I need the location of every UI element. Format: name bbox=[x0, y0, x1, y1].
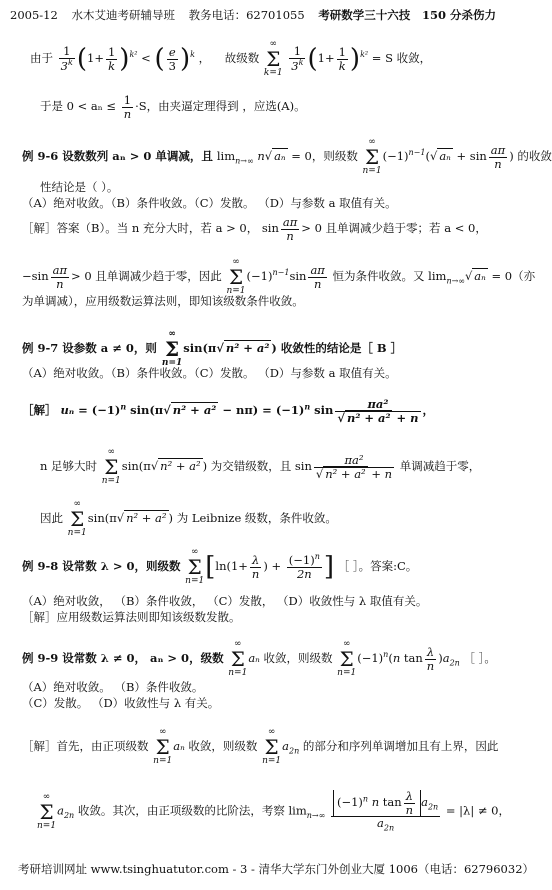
example-9-6-line2: 性结论是（ ）。 bbox=[40, 180, 119, 194]
header-org: 水木艾迪考研辅导班 bbox=[71, 8, 175, 22]
text: 为交错级数，且 bbox=[210, 459, 292, 473]
example-9-7-options: （A）绝对收敛。（B）条件收敛。（C）发散。 （D）与参数 a 取值有关。 bbox=[22, 366, 397, 380]
text: ， bbox=[198, 51, 211, 65]
example-9-6-solution-1: ［解］答案（B）。当 n 充分大时，若 a > 0， sin $\frac{a\pi}{n}$ > 0 且单调减少趋于零；若 a < 0， bbox=[22, 215, 487, 243]
example-9-6-header: 例 9-6 设数数列 aₙ > 0 单调减，且 $\lim_{n\to\infty} n√$ aₙ = 0，则级数 ∞ Σ $n=1(-1)^{n-1}(√$ aₙ + sin $\frac{a\pi}{n}$ ) 的收敛 bbox=[22, 137, 552, 176]
text: ·S，由夹逼定理得到 ，应选(A)。 bbox=[135, 99, 306, 114]
text: 故级数 bbox=[224, 51, 260, 65]
example-9-6-options: （A）绝对收敛。（B）条件收敛。（C）发散。 （D）与参数 a 取值有关。 bbox=[22, 196, 397, 210]
text: = S 收敛， bbox=[371, 51, 432, 65]
example-9-9-solution-1: ［解］首先，由正项级数 ∞ Σ n=1aₙ 收敛，则级数 ∞ Σ $n=1a_{2n}$ 的部分和序列单调增加且有上界，因此 bbox=[22, 727, 499, 766]
text: = 0，则级数 bbox=[291, 149, 358, 163]
text: 收敛性的结论是［ B ］ bbox=[280, 341, 403, 355]
text: > 0 且单调减少趋于零，因此 bbox=[71, 269, 222, 283]
header-term: 2005-12 bbox=[10, 8, 58, 22]
example-9-7-solution-1: ［解］ $u_n = (-1)^n$ sin(π√ $n^2 + a^2 - n\pi) = (-1)^n$ sin $\frac{\text{πa²}}{\text{√ n² + a² + n}}$ ， bbox=[22, 397, 435, 425]
example-9-6-solution-2: −sin $\frac{a\pi}{n}$ > 0 且单调减少趋于零，因此 ∞ Σ $n=1(-1)^{n-1}\sin$ $\frac{a\pi}{n}$ 恒为条件收敛。又 $\lim_{n\to\infty}√$ aₙ = 0（亦 bbox=[22, 257, 536, 296]
example-9-8-options: （A）绝对收敛， （B）条件收敛， （C）发散， （D）收敛性与 λ 取值有关。 bbox=[22, 594, 428, 608]
text: n 足够大时 bbox=[40, 459, 98, 473]
line-conclusion: 于是 0 < aₙ ≤ $\frac{1}{n}$ ·S，由夹逼定理得到 ，应选(A)。 bbox=[40, 93, 306, 121]
example-9-6-solution-3: 为单调减），应用级数运算法则，即知该级数条件收敛。 bbox=[22, 294, 304, 308]
text: ［ ］。答案:C。 bbox=[337, 559, 418, 573]
header-phone: 教务电话：62701055 bbox=[188, 8, 305, 22]
example-9-9-header: 例 9-9 设常数 λ ≠ 0， aₙ > 0，级数 ∞ Σ n=1aₙ 收敛，则级数 ∞ Σ $n=1(-1)^n(n$ tan $\frac{\lambda}{n}$ )$a_{2n}$ ［ ］。 bbox=[22, 639, 496, 678]
text: 因此 bbox=[40, 511, 63, 525]
text: 单调减趋于零， bbox=[399, 459, 481, 473]
text: 例 9-6 设数数列 aₙ > 0 单调减，且 bbox=[22, 149, 217, 163]
text: 恒为条件收敛。又 bbox=[332, 269, 425, 283]
text: ［解］答案（B）。当 n 充分大时，若 a > 0， bbox=[22, 221, 259, 236]
example-9-8-solution: ［解］应用级数运算法则即知该级数发散。 bbox=[22, 610, 241, 624]
text: ［ ］。 bbox=[463, 651, 496, 665]
text: > 0 且单调减少趋于零；若 a < 0， bbox=[301, 221, 487, 236]
example-9-9-options-1: （A）绝对收敛。 （B）条件收敛。 bbox=[22, 680, 204, 694]
text: 的收敛 bbox=[517, 149, 552, 163]
text: 例 9-9 设常数 λ ≠ 0， aₙ > 0，级数 bbox=[22, 651, 224, 665]
text: 收敛，则级数 bbox=[188, 739, 258, 753]
text: 于是 0 < aₙ ≤ bbox=[40, 99, 120, 114]
page-header bbox=[10, 8, 496, 22]
text: = 0（亦 bbox=[491, 269, 536, 283]
text: 的部分和序列单调增加且有上界，因此 bbox=[302, 739, 499, 753]
text: 由于 bbox=[30, 51, 53, 65]
text: = |λ| ≠ 0， bbox=[445, 803, 510, 818]
text: ［解］ bbox=[22, 403, 57, 418]
text: 为 Leibnize 级数，条件收敛。 bbox=[176, 511, 337, 525]
example-9-9-options-2: （C）发散。 （D）收敛性与 λ 有关。 bbox=[22, 696, 220, 710]
example-9-8-header: 例 9-8 设常数 λ > 0，则级数 ∞ Σ n=1[ln(1+ $\frac{\lambda}{n}$ ) + $\frac{(-1)^n}{2n}$ ] ［ ］。答案:C。 bbox=[22, 547, 418, 586]
text: 收敛，则级数 bbox=[263, 651, 333, 665]
header-title: 考研数学三十六技 bbox=[318, 8, 411, 22]
header-subtitle: 150 分杀伤力 bbox=[421, 8, 496, 22]
text: 例 9-8 设常数 λ > 0，则级数 bbox=[22, 559, 181, 573]
text: ［解］首先，由正项级数 bbox=[22, 739, 149, 753]
text: 收敛。其次，由正项级数的比阶法，考察 bbox=[77, 803, 285, 818]
line-intro: 由于 $\frac{1}{3^k}$ (1+ $\frac{1}{k}$ )$^{k^2}$ < ( $\frac{e}{3}$ )$^k$ ， 故级数 ∞ Σ k=1 $\frac{1}{3^k}$ (1+ $\frac{1}{k}$ )$^{k^2}$ = S 收敛， bbox=[30, 39, 432, 78]
text: 例 9-7 设参数 a ≠ 0，则 bbox=[22, 341, 157, 355]
example-9-7-solution-2: n 足够大时 ∞ Σ n=1sin(π√ n² + a² ) 为交错级数，且 sin $\frac{\text{πa²}}{\text{√ n² + a² + n}}$ 单调减趋于零， bbox=[40, 447, 481, 486]
formula: $\frac{1}{3^k}$ bbox=[60, 44, 73, 73]
example-9-7-header: 例 9-7 设参数 a ≠ 0，则 ∞ Σ n=1sin(π√ n² + a² ) 收敛性的结论是［ B ］ bbox=[22, 329, 403, 368]
page-footer: 考研培训网址 www.tsinghuatutor.com - 3 - 清华大学东门外创业大厦 1006（电话：62796032） bbox=[18, 862, 535, 876]
example-9-7-solution-3: 因此 ∞ Σ n=1sin(π√ n² + a² ) 为 Leibnize 级数，条件收敛。 bbox=[40, 499, 337, 538]
example-9-9-solution-2: ∞ Σ $n=1a_{2n}$ 收敛。其次，由正项级数的比阶法，考察 $\lim_{n\to\infty}$ $(-1)^n$ n tan $\frac{\lambda}{n}$ $a_{2n}$ $a_{2n}$ = |λ| ≠ 0， bbox=[37, 789, 510, 833]
